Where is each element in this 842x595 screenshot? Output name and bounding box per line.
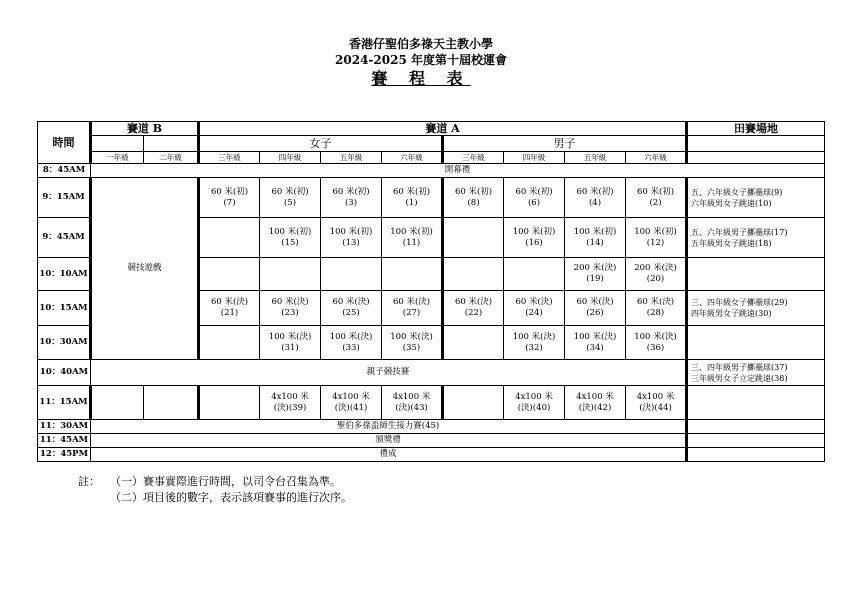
event-name: 2024-2025 年度第十屆校運會: [335, 53, 507, 67]
grade-label: 六年級: [382, 152, 443, 164]
event-cell: 100 米(初) (16): [504, 218, 565, 258]
event-cell: 100 米(決) (36): [626, 326, 687, 360]
event-cell: 60 米(初) (2): [626, 178, 687, 218]
event-cell: 4x100 米 (決)(44): [626, 386, 687, 420]
field-header: 田賽場地: [687, 122, 825, 136]
empty-cell: [443, 386, 504, 420]
empty-cell: [199, 258, 260, 291]
grade-label: 三年級: [443, 152, 504, 164]
field-event-cell: 五、六年級男子擲壘球(17) 五年級男女子跳遠(18): [687, 218, 825, 258]
empty-cell: [443, 218, 504, 258]
event-cell: 60 米(初) (1): [382, 178, 443, 218]
event-cell: 100 米(決) (33): [321, 326, 382, 360]
event-cell: 100 米(初) (13): [321, 218, 382, 258]
title-block: [0, 36, 842, 90]
empty-cell: [321, 258, 382, 291]
event-cell: 60 米(決) (21): [199, 291, 260, 326]
relay-event: 聖伯多祿盃師生接力賽(45): [91, 420, 687, 434]
event-cell: 100 米(決) (34): [565, 326, 626, 360]
track-b-game: 競技遊戲: [91, 178, 199, 360]
time-cell: 10：40AM: [38, 360, 91, 386]
empty-cell: [199, 218, 260, 258]
empty-cell: [382, 258, 443, 291]
time-header: 時間: [38, 122, 91, 164]
grade-label: 一年級: [91, 152, 144, 164]
event-cell: 60 米(初) (7): [199, 178, 260, 218]
time-cell: 11：45AM: [38, 434, 91, 448]
field-blank: [687, 258, 825, 291]
event-cell: 60 米(決) (23): [260, 291, 321, 326]
event-cell: 60 米(決) (28): [626, 291, 687, 326]
time-cell: 9：15AM: [38, 178, 91, 218]
time-cell: 12：45PM: [38, 448, 91, 462]
event-cell: 100 米(初) (11): [382, 218, 443, 258]
empty-cell: [199, 326, 260, 360]
empty-cell: [504, 258, 565, 291]
closing-ceremony: 禮成: [91, 448, 687, 462]
empty-cell: [199, 386, 260, 420]
event-cell: 4x100 米 (決)(41): [321, 386, 382, 420]
track-b-header: 賽道 B: [91, 122, 199, 136]
boys-header: 男子: [443, 136, 687, 152]
grade-label: 四年級: [260, 152, 321, 164]
event-cell: 100 米(初) (15): [260, 218, 321, 258]
grade-label: 二年級: [144, 152, 199, 164]
event-cell: 60 米(決) (24): [504, 291, 565, 326]
prize-ceremony: 頒獎禮: [91, 434, 687, 448]
time-cell: 11：15AM: [38, 386, 91, 420]
field-blank: [687, 326, 825, 360]
event-cell: 4x100 米 (決)(42): [565, 386, 626, 420]
track-a-header: 賽道 A: [199, 122, 687, 136]
schedule-table: [37, 121, 825, 462]
field-event-cell: 三、四年級女子擲壘球(29) 四年級男女子跳遠(30): [687, 291, 825, 326]
time-cell: 11：30AM: [38, 420, 91, 434]
empty-cell: [144, 386, 199, 420]
event-cell: 100 米(決) (32): [504, 326, 565, 360]
note-item: （一）賽事實際進行時間，以司令台召集為準。: [110, 475, 341, 488]
empty-cell: [443, 326, 504, 360]
time-cell: 9：45AM: [38, 218, 91, 258]
empty-cell: [91, 386, 144, 420]
notes-label: 註：: [78, 475, 100, 488]
grade-label: 五年級: [565, 152, 626, 164]
event-cell: 60 米(初) (8): [443, 178, 504, 218]
opening-ceremony: 開幕禮: [91, 164, 825, 178]
school-name: 香港仔聖伯多祿天主教小學: [348, 37, 493, 51]
event-cell: 60 米(決) (27): [382, 291, 443, 326]
event-cell: 100 米(決) (35): [382, 326, 443, 360]
note-item: （二）項目後的數字，表示該項賽事的進行次序。: [110, 491, 352, 504]
grade-label: 五年級: [321, 152, 382, 164]
grade-label: 六年級: [626, 152, 687, 164]
event-cell: 100 米(初) (12): [626, 218, 687, 258]
field-event-cell: 五、六年級女子擲壘球(9) 六年級男女子跳遠(10): [687, 178, 825, 218]
notes: [78, 474, 352, 506]
empty-cell: [443, 258, 504, 291]
event-cell: 100 米(初) (14): [565, 218, 626, 258]
event-cell: 100 米(決) (31): [260, 326, 321, 360]
field-event-cell: 三、四年級男子擲壘球(37) 三年級男女子立定跳遠(38): [687, 360, 825, 386]
parent-child-event: 親子競技賽: [91, 360, 687, 386]
time-cell: 10：10AM: [38, 258, 91, 291]
field-blank: [687, 136, 825, 152]
field-blank: [687, 386, 825, 420]
event-cell: 200 米(決) (20): [626, 258, 687, 291]
event-cell: 4x100 米 (決)(43): [382, 386, 443, 420]
empty-cell: [260, 258, 321, 291]
girls-header: 女子: [199, 136, 443, 152]
field-blank: [687, 420, 825, 434]
time-cell: 10：30AM: [38, 326, 91, 360]
event-cell: 4x100 米 (決)(39): [260, 386, 321, 420]
field-blank: [687, 152, 825, 164]
time-cell: 8：45AM: [38, 164, 91, 178]
event-cell: 60 米(決) (25): [321, 291, 382, 326]
field-blank: [687, 434, 825, 448]
time-cell: 10：15AM: [38, 291, 91, 326]
event-cell: 4x100 米 (決)(40): [504, 386, 565, 420]
track-b-blank: [144, 136, 199, 152]
field-blank: [687, 448, 825, 462]
event-cell: 60 米(決) (22): [443, 291, 504, 326]
event-cell: 200 米(決) (19): [565, 258, 626, 291]
track-b-blank: [91, 136, 144, 152]
grade-label: 四年級: [504, 152, 565, 164]
grade-label: 三年級: [199, 152, 260, 164]
event-cell: 60 米(初) (6): [504, 178, 565, 218]
event-cell: 60 米(初) (5): [260, 178, 321, 218]
document-title: 賽 程 表: [371, 69, 471, 88]
event-cell: 60 米(初) (4): [565, 178, 626, 218]
event-cell: 60 米(初) (3): [321, 178, 382, 218]
event-cell: 60 米(決) (26): [565, 291, 626, 326]
